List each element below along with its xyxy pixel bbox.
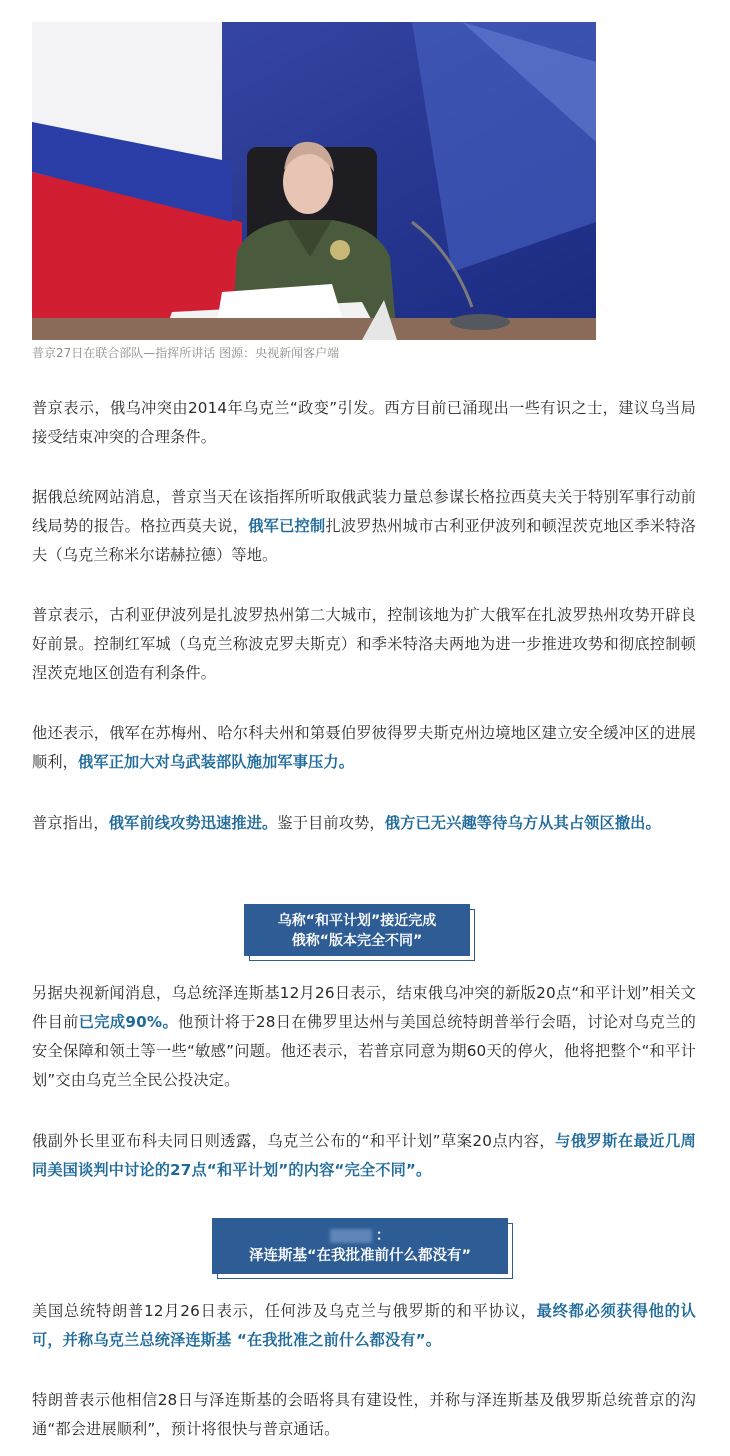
paragraph-text: 美国总统特朗普12月26日表示，任何涉及乌克兰与俄罗斯的和平协议，	[32, 1302, 537, 1320]
paragraph-text: 扎波罗热州城市古利亚伊波列和顿涅茨克地区季米特洛夫（乌克兰称米尔诺赫拉德）等地。	[32, 517, 697, 564]
paragraph-text: 俄副外长里亚布科夫同日则透露，乌克兰公布的“和平计划”草案20点内容，	[32, 1132, 556, 1150]
paragraph-text: 鉴于目前攻势，	[277, 814, 385, 832]
paragraph-3	[32, 601, 696, 688]
paragraph-8	[32, 1297, 696, 1355]
highlighted-text: 俄军正加大对乌武装部队施加军事压力。	[78, 753, 355, 771]
highlighted-text: 俄军前线攻势迅速推进。	[108, 814, 278, 832]
section-title-peace-plan	[244, 904, 470, 956]
paragraph-text: 他预计将于28日在佛罗里达州与美国总统特朗普举行会晤，讨论对乌克兰的安全保障和领土等一些“敏感”问题。他还表示，若普京同意为期60天的停火，他将把整个“和平计划”交由乌克兰全民公投决定。	[32, 1013, 696, 1089]
paragraph-text: 特朗普表示他相信28日与泽连斯基的会晤将具有建设性，并称与泽连斯基及俄罗斯总统普京的沟通“都会进展顺利”，预计将很快与普京通话。	[32, 1391, 696, 1438]
section-title-line-2: 泽连斯基“在我批准前什么都没有”	[248, 1248, 472, 1264]
highlighted-text: 最终都必须获得他的认可，并称乌克兰总统泽连斯基 “在我批准之前什么都没有”。	[32, 1302, 696, 1349]
article-photo	[32, 22, 596, 340]
redacted-text	[330, 1229, 372, 1243]
paragraph-text: 另据央视新闻消息，乌总统泽连斯基12月26日表示，结束俄乌冲突的新版20点“和平计划”相关文件目前	[32, 984, 696, 1031]
paragraph-1	[32, 394, 696, 452]
paragraph-7	[32, 1127, 696, 1185]
paragraph-text: 他还表示，俄军在苏梅州、哈尔科夫州和第聂伯罗彼得罗夫斯克州边境地区建立安全缓冲区的进展顺利，	[32, 724, 696, 771]
section-title-line-1: ：	[212, 1226, 508, 1246]
highlighted-text: 俄方已无兴趣等待乌方从其占领区撤出。	[384, 814, 661, 832]
highlighted-text: 与俄罗斯在最近几周同美国谈判中讨论的27点“和平计划”的内容“完全不同”。	[32, 1132, 697, 1179]
highlighted-text: 已完成90%。	[78, 1013, 179, 1031]
paragraph-text: 据俄总统网站消息，普京当天在该指挥所听取俄武装力量总参谋长格拉西莫夫关于特别军事行动前线局势的报告。格拉西莫夫说，	[32, 488, 696, 535]
paragraph-text: 普京指出，	[32, 814, 109, 832]
paragraph-text: 普京表示，古利亚伊波列是扎波罗热州第二大城市，控制该地为扩大俄军在扎波罗热州攻势开辟良好前景。控制红军城（乌克兰称波克罗夫斯克）和季米特洛夫两地为进一步推进攻势和彻底控制顿涅茨克地区创造有利条件。	[32, 606, 696, 682]
paragraph-2	[32, 483, 696, 570]
paragraph-9	[32, 1386, 696, 1444]
highlighted-text: 俄军已控制	[248, 517, 326, 535]
section-title-line-2: 俄称“版本完全不同”	[291, 933, 423, 949]
section-title-zelensky	[212, 1218, 508, 1274]
photo-caption: 普京27日在联合部队—指挥所讲话 图源：央视新闻客户端	[32, 346, 340, 360]
paragraph-6	[32, 979, 696, 1095]
paragraph-text: 普京表示，俄乌冲突由2014年乌克兰“政变”引发。西方目前已涌现出一些有识之士，建议乌当局接受结束冲突的合理条件。	[32, 399, 696, 446]
paragraph-4	[32, 719, 696, 777]
section-title-line-1: 乌称“和平计划”接近完成	[277, 913, 437, 929]
paragraph-5	[32, 809, 696, 838]
